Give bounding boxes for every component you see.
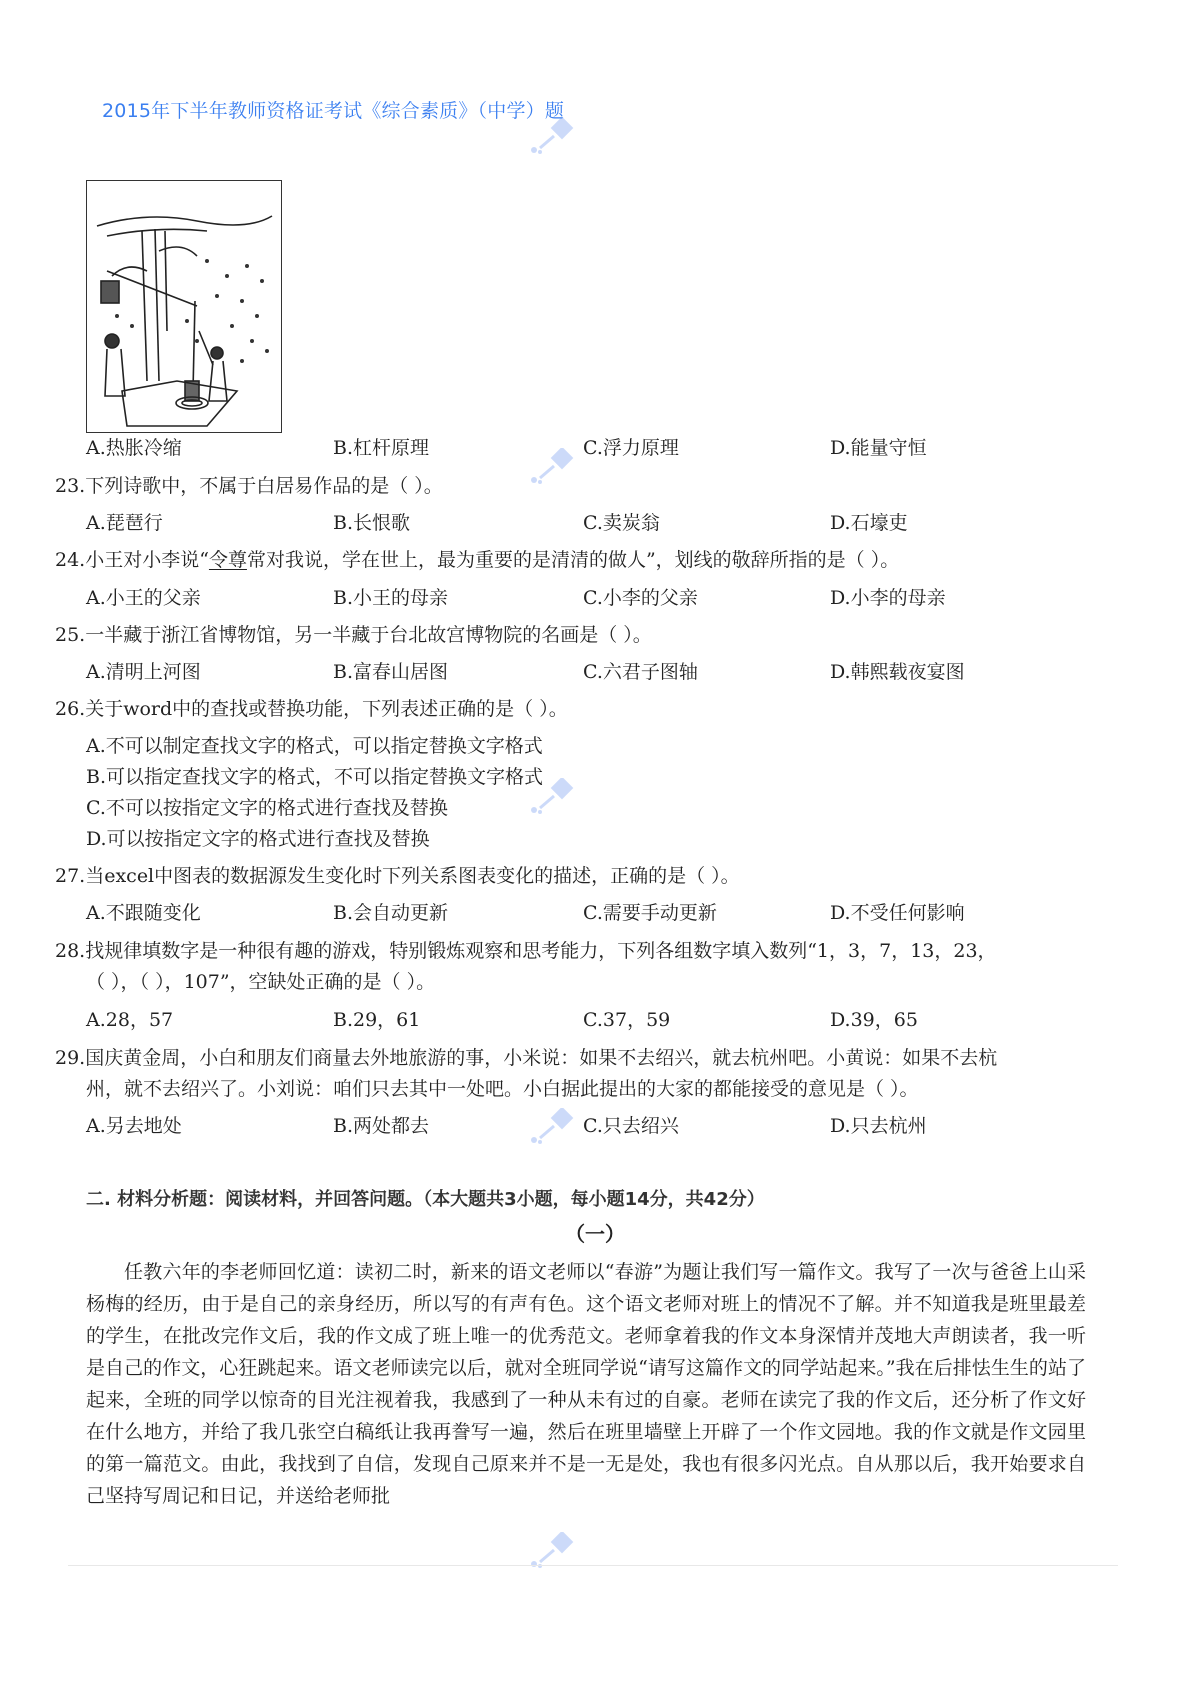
option-d: D.39，65 (830, 1009, 918, 1031)
option-d: D.韩熙载夜宴图 (830, 661, 965, 683)
question-stem (55, 548, 899, 572)
option-d: D.石壕吏 (830, 512, 908, 534)
question-stem: 25.一半藏于浙江省博物馆，另一半藏于台北故宫博物院的名画是（ ）。 (55, 624, 652, 646)
question-stem: 27.当excel中图表的数据源发生变化时下列关系图表变化的描述，正确的是（ ）。 (55, 865, 740, 887)
option-d: D.小李的母亲 (830, 587, 946, 609)
option-b: B.29，61 (333, 1009, 421, 1031)
question-stem-line2: 州，就不去绍兴了。小刘说：咱们只去其中一处吧。小白据此提出的大家的都能接受的意见是（ ）。 (86, 1078, 919, 1100)
option-b: B.杠杆原理 (333, 437, 430, 459)
option-b: B.会自动更新 (333, 902, 449, 924)
watermark-logo-icon (528, 1108, 576, 1148)
question-stem-line1: 29.国庆黄金周，小白和朋友们商量去外地旅游的事，小米说：如果不去绍兴，就去杭州吧。小黄说：如果不去杭 (55, 1047, 998, 1069)
option-b: B.长恨歌 (333, 512, 411, 534)
option-a: A.不跟随变化 (86, 902, 201, 924)
option-b: B.两处都去 (333, 1115, 430, 1137)
page-title: 2015年下半年教师资格证考试《综合素质》（中学）题 (102, 100, 565, 122)
question-stem: 26.关于word中的查找或替换功能，下列表述正确的是（ ）。 (55, 698, 568, 720)
question-stem: 23.下列诗歌中，不属于白居易作品的是（ ）。 (55, 475, 443, 497)
woodcut-illustration (86, 180, 282, 433)
option-d: D.能量守恒 (830, 437, 927, 459)
option-a: A.小王的父亲 (86, 587, 201, 609)
option-a: A.不可以制定查找文字的格式，可以指定替换文字格式 (86, 735, 543, 757)
option-b: B.可以指定查找文字的格式，不可以指定替换文字格式 (86, 766, 544, 788)
option-c: C.只去绍兴 (583, 1115, 679, 1137)
stem-before: 24.小王对小李说“ (55, 549, 209, 571)
watermark-logo-icon (528, 118, 576, 158)
watermark-logo-icon (528, 1532, 576, 1572)
option-a: A.清明上河图 (86, 661, 201, 683)
option-a: A.28，57 (86, 1009, 174, 1031)
option-d: D.可以按指定文字的格式进行查找及替换 (86, 828, 430, 850)
option-d: D.不受任何影响 (830, 902, 965, 924)
question-stem-line2: （ ），（ ），107”，空缺处正确的是（ ）。 (86, 971, 436, 993)
well-sweep-illustration-icon (87, 181, 280, 431)
section-subheading: （一） (565, 1222, 625, 1246)
option-a: A.热胀冷缩 (86, 437, 182, 459)
underlined-honorific: 令尊 (208, 549, 247, 571)
option-c: C.37，59 (583, 1009, 671, 1031)
option-a: A.琵琶行 (86, 512, 163, 534)
option-b: B.小王的母亲 (333, 587, 449, 609)
option-a: A.另去地处 (86, 1115, 182, 1137)
option-c: C.六君子图轴 (583, 661, 698, 683)
question-stem-line1: 28.找规律填数字是一种很有趣的游戏，特别锻炼观察和思考能力，下列各组数字填入数列“1，3，7，13，23， (55, 940, 997, 962)
option-c: C.卖炭翁 (583, 512, 660, 534)
option-d: D.只去杭州 (830, 1115, 927, 1137)
option-c: C.需要手动更新 (583, 902, 717, 924)
option-b: B.富春山居图 (333, 661, 449, 683)
stem-after: 常对我说，学在世上，最为重要的是清清的做人”，划线的敬辞所指的是（ ）。 (246, 549, 900, 571)
watermark-logo-icon (528, 448, 576, 488)
material-paragraph: 任教六年的李老师回忆道：读初二时，新来的语文老师以“春游”为题让我们写一篇作文。我写了一次与爸爸上山采杨梅的经历，由于是自己的亲身经历，所以写的有声有色。这个语文老师对班上的情况不了解。并不知道我是班里最差的学生，在批改完作文后，我的作文成了班上唯一的优秀范文。老师拿着我的作文本身深情并茂地大声朗读者，我一听是自己的作文，心狂跳起来。语文老师读完以后，就对全班同学说“请写这篇作文的同学站起来。”我在后排怯生生的站了起来，全班的同学以惊奇的目光注视着我，我感到了一种从未有过的自豪。老师在读完了我的作文后，还分析了作文好在什么地方，并给了我几张空白稿纸让我再誊写一遍，然后在班里墙壁上开辟了一个作文园地。我的作文就是作文园里的第一篇范文。由此，我找到了自信，发现自己原来并不是一无是处，我也有很多闪光点。自从那以后，我开始要求自己坚持写周记和日记，并送给老师批 (86, 1261, 1086, 1507)
page-divider (68, 1565, 1118, 1566)
section-heading: 二. 材料分析题：阅读材料，并回答问题。（本大题共3小题，每小题14分，共42分） (86, 1189, 765, 1210)
option-c: C.浮力原理 (583, 437, 679, 459)
option-c: C.小李的父亲 (583, 587, 698, 609)
option-c: C.不可以按指定文字的格式进行查找及替换 (86, 797, 448, 819)
